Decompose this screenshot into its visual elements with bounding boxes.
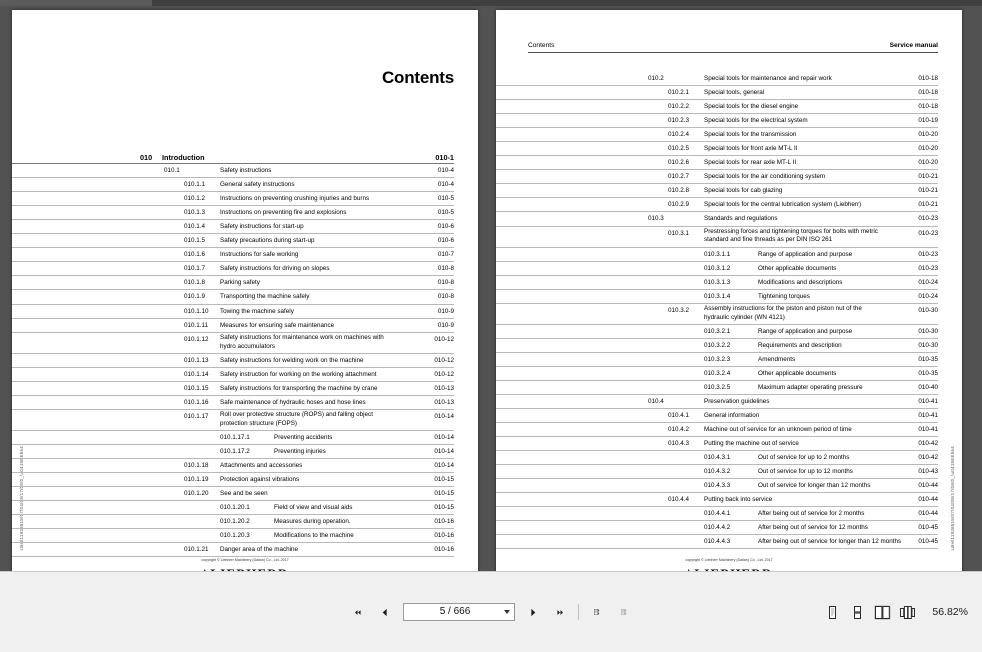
- toc-entry-title: Special tools for rear axle MT-L II: [704, 159, 797, 167]
- toc-entry-title: Preventing injuries: [274, 447, 326, 455]
- toc-entry[interactable]: [496, 451, 962, 465]
- toc-entry-number: 010.2.5: [668, 145, 690, 153]
- toc-entry[interactable]: [496, 325, 962, 339]
- toc-entry-number: 010.4.4.2: [704, 524, 731, 532]
- toc-entry-title: Assembly instructions for the piston and piston nut of the hydraulic cylinder (WN 4121): [704, 305, 862, 321]
- toc-entry-page: 010-44: [918, 496, 938, 504]
- toc-entry[interactable]: [496, 367, 962, 381]
- toc-entry[interactable]: [12, 382, 478, 396]
- toc-entry-page: 010-15: [434, 504, 454, 512]
- toc-entry-title: Safety instructions for start-up: [220, 223, 304, 231]
- toc-entry-title: Instructions on preventing crushing injuries and burns: [220, 195, 370, 203]
- toc-entry-page: 010-35: [918, 355, 938, 363]
- toc-entry[interactable]: [12, 354, 478, 368]
- toc-entry-title: Out of service for up to 2 months: [758, 454, 850, 462]
- toc-entry[interactable]: [12, 459, 478, 473]
- toc-entry-page: 010-20: [918, 159, 938, 167]
- chevron-down-icon[interactable]: [504, 610, 510, 614]
- toc-entry-title: Special tools for the electrical system: [704, 117, 808, 125]
- toolbar-view-group: [824, 605, 968, 620]
- toc-entry[interactable]: [12, 234, 478, 248]
- toc-entry-page: 010-15: [434, 489, 454, 497]
- toc-entry-title: Range of application and purpose: [758, 250, 853, 258]
- toc-entry-page: 010-30: [918, 327, 938, 335]
- toc-entry-page: 010-7: [437, 251, 454, 259]
- toc-entry-title: Measures for ensuring safe maintenance: [220, 321, 335, 329]
- toc-entry-page: 010-12: [434, 370, 454, 378]
- toc-entry-page: 010-30: [918, 306, 938, 314]
- toc-entry-page: 010-8: [437, 293, 454, 301]
- fit-page-button[interactable]: [588, 603, 606, 621]
- copyright-notice: copyright © Liebherr Machinery (Dalian) Co., Ltd. 2017: [201, 558, 289, 562]
- toc-entry-page: 010-41: [918, 426, 938, 434]
- toc-entry-page: 010-42: [918, 454, 938, 462]
- toc-entry[interactable]: [12, 178, 478, 192]
- toc-entry-title: Machine out of service for an unknown period of time: [704, 426, 852, 434]
- toc-entry-title: Field of view and visual aids: [274, 504, 353, 512]
- toc-entry-page: 010-4: [437, 167, 454, 175]
- toc-entry-page: 010-24: [918, 292, 938, 300]
- page-left: [12, 10, 478, 618]
- toc-entry[interactable]: [496, 114, 962, 128]
- toc-entry-title: Special tools for maintenance and repair work: [704, 75, 832, 82]
- toc-entry-page: 010-45: [918, 538, 938, 546]
- toc-entry-number: 010.4.4: [668, 496, 690, 504]
- toc-entry-page: 010-21: [918, 173, 938, 181]
- toc-entry-number: 010.2.2: [668, 103, 690, 111]
- toc-entry[interactable]: [496, 198, 962, 212]
- toc-entry[interactable]: [12, 305, 478, 319]
- toc-entry-number: 010.1.1: [184, 181, 206, 189]
- toc-entry-title: Attachments and accessories: [220, 461, 303, 469]
- toc-entry-title: Safety precautions during start-up: [220, 237, 315, 245]
- toc-entry[interactable]: [12, 543, 478, 557]
- toc-entry-title: General information: [704, 411, 760, 419]
- toc-entry[interactable]: [496, 170, 962, 184]
- toc-entry-page: 010-14: [434, 412, 454, 420]
- toc-entry-number: 010.1.8: [184, 279, 206, 287]
- toc-entry-number: 010.1.17: [184, 412, 209, 420]
- toc-entry-page: 010-45: [918, 524, 938, 532]
- toc-entry-page: 010-18: [918, 75, 938, 82]
- toc-entry-page: 010-24: [918, 278, 938, 286]
- toc-entry-title: Preventing accidents: [274, 433, 333, 441]
- toc-entry-page: 010-18: [918, 89, 938, 97]
- toc-entry-number: 010.1.21: [184, 546, 209, 554]
- toc-entry[interactable]: [496, 248, 962, 262]
- toc-entry-number: 010.1.13: [184, 356, 209, 364]
- toc-entry-number: 010.3.1.1: [704, 250, 731, 258]
- toc-entry[interactable]: [12, 164, 478, 178]
- toc-entry-number: 010.3.2.3: [704, 355, 731, 363]
- toc-entry-page: 010-13: [434, 398, 454, 406]
- toc-entry-title: Other applicable documents: [758, 369, 837, 377]
- toc-entry-page: 010-44: [918, 482, 938, 490]
- toc-entry-number: 010.1.17.1: [220, 433, 250, 441]
- toc-entry-number: 010.1.17.2: [220, 447, 250, 455]
- toc-entry[interactable]: [12, 445, 478, 459]
- toc-entry-title: Safety instructions for maintenance work on machines with hydro accumulators: [220, 334, 384, 350]
- toc-entry[interactable]: [496, 128, 962, 142]
- toc-entry-title: Special tools for the air conditioning system: [704, 173, 826, 181]
- toc-entry-number: 010.1.15: [184, 384, 209, 392]
- toc-entry-page: 010-14: [434, 433, 454, 441]
- toc-entry-page: 010-40: [918, 383, 938, 391]
- toc-entry-title: Transporting the machine safely: [220, 293, 310, 301]
- toc-entry-page: 010-6: [437, 223, 454, 231]
- toc-entry-number: 010.4: [648, 397, 664, 405]
- toc-entry[interactable]: [496, 227, 962, 248]
- toc-entry-number: 010.3.2.4: [704, 369, 731, 377]
- toc-entry[interactable]: [496, 290, 962, 304]
- toc-entry-page: 010-41: [918, 397, 938, 405]
- toc-entry-title: Protection against vibrations: [220, 475, 300, 483]
- toc-entry[interactable]: [496, 100, 962, 114]
- toc-entry-title: Other applicable documents: [758, 264, 837, 272]
- toc-entry-title: Safety instructions for transporting the machine by crane: [220, 384, 378, 392]
- toc-entry-number: 010.3.2.1: [704, 327, 731, 335]
- toc-entry[interactable]: [496, 535, 962, 549]
- toc-entry-title: Putting the machine out of service: [704, 440, 799, 448]
- toc-entry[interactable]: [12, 290, 478, 304]
- toc-entry[interactable]: [12, 473, 478, 487]
- toc-entry-number: 010.4.3.3: [704, 482, 731, 490]
- toc-entry[interactable]: [496, 339, 962, 353]
- toc-entry-number: 010.1.16: [184, 398, 209, 406]
- toc-entry-page: 010-23: [918, 215, 938, 223]
- toc-entry-title: Amendments: [758, 355, 796, 363]
- toc-entry-title: Introduction: [162, 153, 205, 162]
- toc-entry[interactable]: [12, 515, 478, 529]
- first-page-button[interactable]: [349, 603, 367, 621]
- toc-entry-title: Safety instruction for working on the working attachment: [220, 370, 377, 378]
- toc-entry[interactable]: [496, 437, 962, 451]
- toc-entry-title: Parking safety: [220, 279, 260, 287]
- toc-entry-number: 010.3.1.4: [704, 292, 731, 300]
- toc-entry-number: 010.1.20: [184, 489, 209, 497]
- toc-entry-number: 010.1.4: [184, 223, 206, 231]
- toc-entry-number: 010.3.2.5: [704, 383, 731, 391]
- page-number-select[interactable]: [403, 603, 515, 621]
- toc-entry-number: 010.4.3: [668, 440, 690, 448]
- toc-entry-page: 010-16: [434, 518, 454, 526]
- toc-entry-title: After being out of service for longer than 12 months: [758, 538, 902, 546]
- toc-entry-title: See and be seen: [220, 489, 268, 497]
- toc-entry-title: After being out of service for 2 months: [758, 510, 865, 518]
- toc-entry[interactable]: [496, 409, 962, 423]
- toc-entry-title: Out of service for longer than 12 months: [758, 482, 871, 490]
- toc-entry-title: Modifications and descriptions: [758, 278, 843, 286]
- toc-entry-page: 010-6: [437, 237, 454, 245]
- page-number-value: 5 / 666: [439, 606, 471, 617]
- toc-entry-page: 010-44: [918, 510, 938, 518]
- toc-entry-number: 010.4.3.1: [704, 454, 731, 462]
- toc-entry-number: 010.1.11: [184, 321, 209, 329]
- toc-entry-rule: [496, 548, 938, 549]
- toc-entry-page: 010-42: [918, 440, 938, 448]
- toc-entry[interactable]: [496, 86, 962, 100]
- toc-entry[interactable]: [496, 381, 962, 395]
- toc-entry-title: Roll over protective structure (ROPS) and falling object protection structure (FOPS): [220, 411, 373, 427]
- toc-entry[interactable]: [496, 493, 962, 507]
- toc-entry-title: Instructions on preventing fire and explosions: [220, 209, 347, 217]
- toc-entry[interactable]: [12, 206, 478, 220]
- toc-entry-number: 010.2.3: [668, 117, 690, 125]
- toc-entry[interactable]: [496, 212, 962, 226]
- toc-entry-number: 010.1.14: [184, 370, 209, 378]
- toc-entry-number: 010.1.10: [184, 307, 209, 315]
- toc-entry-page: 010-16: [434, 546, 454, 554]
- toc-entry-number: 010.3.1.3: [704, 278, 731, 286]
- toc-entry-title: Safety instructions for driving on slopes: [220, 265, 330, 273]
- toc-entry-title: Safety instructions for welding work on the machine: [220, 356, 364, 364]
- toc-entry-page: 010-41: [918, 411, 938, 419]
- toc-entry[interactable]: [12, 192, 478, 206]
- toc-entry-page: 010-12: [434, 356, 454, 364]
- toc-entry-number: 010.1.2: [184, 195, 206, 203]
- toc-entry[interactable]: [496, 276, 962, 290]
- toc-entry[interactable]: [496, 304, 962, 325]
- toc-entry-title: Safety instructions: [220, 167, 272, 175]
- toc-entry-title: After being out of service for 12 months: [758, 524, 868, 532]
- toc-entry-number: 010.1.20.3: [220, 532, 250, 540]
- toc-entry-page: 010-12: [434, 335, 454, 343]
- document-viewport[interactable]: [0, 6, 982, 572]
- next-page-button[interactable]: [524, 603, 542, 621]
- toc-entry-page: 010-1: [435, 153, 454, 162]
- toc-entry[interactable]: [12, 276, 478, 290]
- two-page-view-button[interactable]: [874, 605, 891, 620]
- view-mode-group: [824, 605, 916, 620]
- toc-entry-number: 010.4.4.3: [704, 538, 731, 546]
- toc-entry-page: 010-9: [437, 307, 454, 315]
- toc-entry-page: 010-9: [437, 321, 454, 329]
- toc-entry[interactable]: [496, 156, 962, 170]
- toc-entry-page: 010-5: [437, 195, 454, 203]
- toc-entry-number: 010.1.20.1: [220, 504, 250, 512]
- toc-entry[interactable]: [12, 487, 478, 501]
- toc-entry-number: 010.3.2: [668, 306, 690, 314]
- toc-entry-number: 010.2.4: [668, 131, 690, 139]
- toc-entry-page: 010-23: [918, 229, 938, 237]
- toc-entry-page: 010-14: [434, 447, 454, 455]
- toc-entry[interactable]: [12, 248, 478, 262]
- toc-entry[interactable]: [496, 521, 962, 535]
- toc-entry-title: Special tools, general: [704, 89, 765, 97]
- toc-entry[interactable]: [12, 368, 478, 382]
- copyright-notice: copyright © Liebherr Machinery (Dalian) Co., Ltd. 2017: [685, 558, 773, 562]
- toc-entry-title: Special tools for the transmission: [704, 131, 797, 139]
- toc-entry-page: 010-5: [437, 209, 454, 217]
- toc-entry-title: Special tools for the diesel engine: [704, 103, 799, 111]
- toolbar-divider: [578, 604, 579, 620]
- toc-entry-number: 010.1.6: [184, 251, 206, 259]
- toc-entry[interactable]: [12, 501, 478, 515]
- toc-entry-number: 010.4.2: [668, 426, 690, 434]
- toc-entry-title: Range of application and purpose: [758, 327, 853, 335]
- toc-entry-title: Safe maintenance of hydraulic hoses and hose lines: [220, 398, 366, 406]
- toc-entry[interactable]: [496, 353, 962, 367]
- last-page-button[interactable]: [551, 603, 569, 621]
- toc-entry-number: 010.4.1: [668, 411, 690, 419]
- zoom-level-label[interactable]: 56.82%: [932, 606, 968, 618]
- toc-entry-title: Preservation guidelines: [704, 397, 770, 405]
- toc-entry[interactable]: [496, 184, 962, 198]
- toc-entry[interactable]: [12, 319, 478, 333]
- toc-entry-number: 010.2.9: [668, 201, 690, 209]
- toc-entry[interactable]: [12, 220, 478, 234]
- toc-entry[interactable]: [496, 262, 962, 276]
- fit-width-button[interactable]: [615, 603, 633, 621]
- page-right: [496, 10, 962, 618]
- toc-entry-title: Instructions for safe working: [220, 251, 299, 259]
- toc-entry-page: 010-13: [434, 384, 454, 392]
- book-view-button[interactable]: [899, 605, 916, 620]
- toc-entry-number: 010: [140, 153, 153, 162]
- toc-entry[interactable]: [12, 410, 478, 431]
- toc-entry-title: Maximum adapter operating pressure: [758, 383, 863, 391]
- toc-entry-page: 010-16: [434, 532, 454, 540]
- toc-left: [12, 150, 478, 557]
- toc-entry[interactable]: [496, 465, 962, 479]
- toc-entry-number: 010.1.5: [184, 237, 206, 245]
- right-page-side-code: LBH/11938515/07/04/08/17/08/0_\u0415ЕЕ564: [950, 446, 955, 551]
- toc-entry-number: 010.1: [164, 167, 180, 175]
- toolbar-navigation-group: [349, 603, 633, 621]
- toc-entry-number: 010.1.20.2: [220, 518, 250, 526]
- toc-entry[interactable]: [12, 150, 478, 164]
- toc-entry-number: 010.1.18: [184, 461, 209, 469]
- toc-entry-title: Danger area of the machine: [220, 546, 299, 554]
- toc-entry-number: 010.2.6: [668, 159, 690, 167]
- toc-entry[interactable]: [496, 507, 962, 521]
- toc-entry-number: 010.1.19: [184, 475, 209, 483]
- header-contents-label: Contents: [528, 42, 555, 49]
- toc-entry[interactable]: [12, 431, 478, 445]
- toc-entry-number: 010.3.1: [668, 229, 690, 237]
- header-service-manual-label: Service manual: [889, 42, 938, 49]
- pdf-toolbar: [0, 571, 982, 652]
- toc-entry-title: General safety instructions: [220, 181, 295, 189]
- toc-entry-page: 010-19: [918, 117, 938, 125]
- toc-entry-number: 010.2.8: [668, 187, 690, 195]
- toc-entry-page: 010-23: [918, 264, 938, 272]
- toc-entry-number: 010.1.12: [184, 335, 209, 343]
- left-page-side-code: LBH/11938515/07/04/08/17/08/0_\u0415ЕЕ564: [19, 446, 24, 551]
- toc-entry-number: 010.2: [648, 75, 664, 82]
- toc-entry-title: Towing the machine safely: [220, 307, 294, 315]
- toc-entry-number: 010.1.9: [184, 293, 206, 301]
- toc-entry-number: 010.3.1.2: [704, 264, 731, 272]
- toc-entry[interactable]: [496, 423, 962, 437]
- toc-entry[interactable]: [12, 529, 478, 543]
- toc-entry-page: 010-4: [437, 181, 454, 189]
- toc-entry-title: Prestressing forces and tightening torques for bolts with metric standard and fine threads as per DIN ISO 261: [704, 228, 878, 244]
- toc-entry[interactable]: [496, 72, 962, 86]
- toc-entry-title: Special tools for front axle MT-L II: [704, 145, 798, 153]
- toc-entry-page: 010-14: [434, 461, 454, 469]
- toc-entry-title: Out of service for up to 12 months: [758, 468, 853, 476]
- single-page-view-button[interactable]: [824, 605, 841, 620]
- toc-entry-page: 010-21: [918, 187, 938, 195]
- page-title: Contents: [381, 68, 454, 87]
- toc-entry-title: Standards and regulations: [704, 215, 778, 223]
- toc-entry-title: Special tools for cab glazing: [704, 187, 783, 195]
- toc-entry-title: Special tools for the central lubrication system (Liebherr): [704, 201, 862, 209]
- toc-entry-title: Modifications to the machine: [274, 532, 354, 540]
- toc-entry-title: Requirements and description: [758, 341, 842, 349]
- toc-entry-number: 010.4.4.1: [704, 510, 731, 518]
- toc-right: [496, 72, 962, 549]
- toc-entry-page: 010-8: [437, 265, 454, 273]
- toc-entry[interactable]: [496, 142, 962, 156]
- toc-entry-page: 010-20: [918, 145, 938, 153]
- toc-entry-page: 010-18: [918, 103, 938, 111]
- toc-entry-number: 010.2.7: [668, 173, 690, 181]
- toc-entry-page: 010-35: [918, 369, 938, 377]
- toc-entry-number: 010.3: [648, 215, 664, 223]
- toc-entry-number: 010.4.3.2: [704, 468, 731, 476]
- toc-entry-title: Tightening torques: [758, 292, 810, 300]
- toc-entry-number: 010.1.7: [184, 265, 206, 273]
- toc-entry[interactable]: [12, 396, 478, 410]
- right-page-header: [528, 42, 938, 53]
- toc-entry-page: 010-30: [918, 341, 938, 349]
- toc-entry-page: 010-20: [918, 131, 938, 139]
- toc-entry-page: 010-23: [918, 250, 938, 258]
- toc-entry-page: 010-15: [434, 475, 454, 483]
- continuous-scroll-view-button[interactable]: [849, 605, 866, 620]
- toc-entry-number: 010.1.3: [184, 209, 206, 217]
- toc-entry-page: 010-21: [918, 201, 938, 209]
- toc-entry-title: Measures during operation.: [274, 518, 351, 526]
- toc-entry[interactable]: [496, 479, 962, 493]
- toc-entry-number: 010.2.1: [668, 89, 690, 97]
- toc-entry-number: 010.3.2.2: [704, 341, 731, 349]
- previous-page-button[interactable]: [376, 603, 394, 621]
- toc-entry[interactable]: [12, 333, 478, 354]
- toc-entry-page: 010-8: [437, 279, 454, 287]
- toc-entry-title: Putting back into service: [704, 496, 773, 504]
- toc-entry-page: 010-43: [918, 468, 938, 476]
- toc-entry[interactable]: [496, 395, 962, 409]
- toc-entry[interactable]: [12, 262, 478, 276]
